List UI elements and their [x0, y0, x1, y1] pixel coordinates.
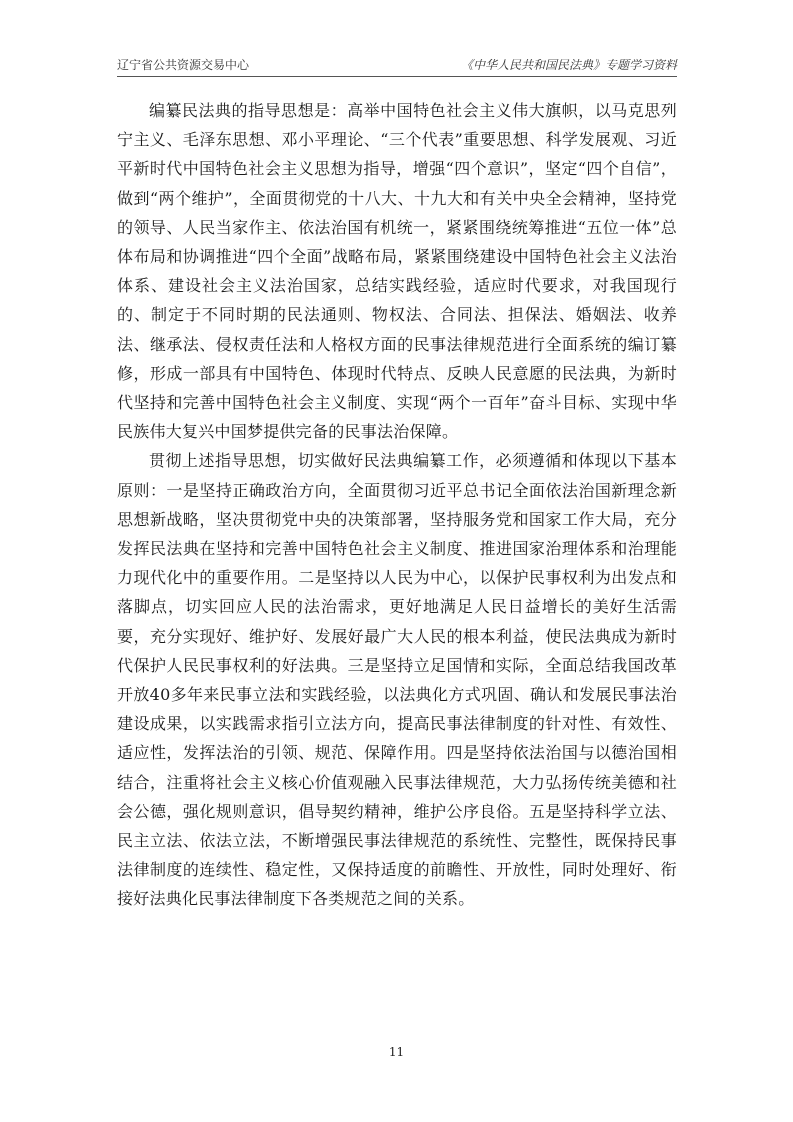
header-organization: 辽宁省公共资源交易中心	[117, 58, 250, 72]
page-number: 11	[388, 1045, 405, 1059]
page-header	[117, 50, 677, 77]
header-document-title: 《中华人民共和国民法典》专题学习资料	[460, 58, 677, 72]
paragraph-basic-principles: 贯彻上述指导思想，切实做好民法典编纂工作，必须遵循和体现以下基本原则：一是坚持正确政治方向，全面贯彻习近平总书记全面依法治国新理念新思想新战略，坚决贯彻党中央的决策部署，坚持服务党和国家工作大局，充分发挥民法典在坚持和完善中国特色社会主义制度、推进国家治理体系和治理能力现代化中的重要作用。二是坚持以人民为中心，以保护民事权利为出发点和落脚点，切实回应人民的法治需求，更好地满足人民日益增长的美好生活需要，充分实现好、维护好、发展好最广大人民的根本利益，使民法典成为新时代保护人民民事权利的好法典。三是坚持立足国情和实际，全面总结我国改革开放40多年来民事立法和实践经验，以法典化方式巩固、确认和发展民事法治建设成果，以实践需求指引立法方向，提高民事法律制度的针对性、有效性、适应性，发挥法治的引领、规范、保障作用。四是坚持依法治国与以德治国相结合，注重将社会主义核心价值观融入民事法律规范，大力弘扬传统美德和社会公德，强化规则意识，倡导契约精神，维护公序良俗。五是坚持科学立法、民主立法、依法立法，不断增强民事法律规范的系统性、完整性，既保持民事法律制度的连续性、稳定性，又保持适度的前瞻性、开放性，同时处理好、衔接好法典化民事法律制度下各类规范之间的关系。	[117, 451, 677, 909]
document-body	[117, 96, 677, 914]
paragraph-guiding-ideology: 编纂民法典的指导思想是：高举中国特色社会主义伟大旗帜，以马克思列宁主义、毛泽东思想、邓小平理论、“三个代表”重要思想、科学发展观、习近平新时代中国特色社会主义思想为指导，增强“四个意识”，坚定“四个自信”，做到“两个维护”，全面贯彻党的十八大、十九大和有关中央全会精神，坚持党的领导、人民当家作主、依法治国有机统一，紧紧围绕统筹推进“五位一体”总体布局和协调推进“四个全面”战略布局，紧紧围绕建设中国特色社会主义法治体系、建设社会主义法治国家，总结实践经验，适应时代要求，对我国现行的、制定于不同时期的民法通则、物权法、合同法、担保法、婚姻法、收养法、继承法、侵权责任法和人格权方面的民事法律规范进行全面系统的编订纂修，形成一部具有中国特色、体现时代特点、反映人民意愿的民法典，为新时代坚持和完善中国特色社会主义制度、实现“两个一百年”奋斗目标、实现中华民族伟大复兴中国梦提供完备的民事法治保障。	[117, 101, 677, 442]
